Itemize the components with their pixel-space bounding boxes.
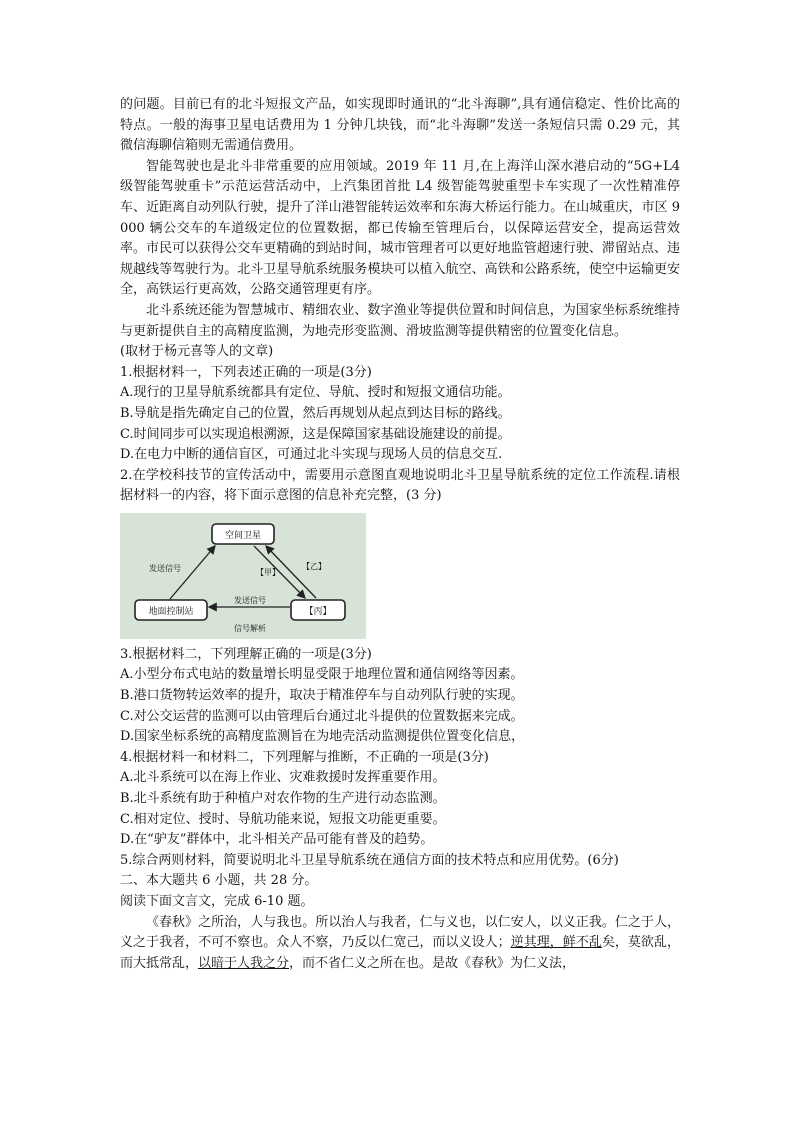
question-3-option-b: B.港口货物转运效率的提升，取决于精准停车与自动列队行驶的实现。 bbox=[120, 688, 524, 704]
edge-bottom-bottom-label: 信号解析 bbox=[234, 623, 266, 633]
question-4-option-b: B.北斗系统有助于种植户对农作物的生产进行动态监测。 bbox=[120, 791, 446, 807]
question-5-stem: 5.综合两则材料，简要说明北斗卫星导航系统在通信方面的技术特点和应用优势。(6分) bbox=[120, 852, 619, 868]
question-3-option-c: C.对公交运营的监测可以由管理后台通过北斗提供的位置数据来完成。 bbox=[120, 708, 524, 724]
question-4-option-d: D.在“驴友”群体中，北斗相关产品可能有普及的趋势。 bbox=[120, 832, 434, 848]
edge-jia-label: 【甲】 bbox=[256, 567, 280, 577]
node-top-label: 空间卫星 bbox=[224, 530, 262, 541]
document-page bbox=[120, 95, 680, 974]
edge-yi-label: 【乙】 bbox=[302, 561, 326, 571]
question-4 bbox=[120, 748, 680, 851]
paragraph-smart-city: 北斗系统还能为智慧城市、精细农业、数字渔业等提供位置和时间信息，为国家坐标系统维持与更新提供自主的高精度监测，为地壳形变监测、滑坡监测等提供精密的位置变化信息。 bbox=[120, 302, 680, 339]
section-2 bbox=[120, 871, 680, 974]
edge-left-label: 发送信号 bbox=[149, 563, 181, 573]
question-1 bbox=[120, 363, 680, 466]
question-1-option-a: A.现行的卫星导航系统都具有定位、导航、授时和短报文通信功能。 bbox=[120, 385, 511, 401]
node-right-label: 【丙】 bbox=[304, 606, 332, 617]
positioning-flow-diagram bbox=[120, 513, 366, 639]
source-note: (取材于杨元喜等人的文章) bbox=[120, 344, 274, 360]
question-4-option-a: A.北斗系统可以在海上作业、灾难救援时发挥重要作用。 bbox=[120, 770, 446, 786]
edge-bottom-top-label: 发送信号 bbox=[234, 595, 266, 605]
question-4-option-c: C.相对定位、授时、导航功能来说，短报文功能更重要。 bbox=[120, 811, 446, 827]
question-3-option-d: D.国家坐标系统的高精度监测旨在为地壳活动监测提供位置变化信息， bbox=[120, 729, 525, 745]
question-1-option-b: B.导航是指先确定自己的位置，然后再规划从起点到达目标的路线。 bbox=[120, 405, 511, 421]
passage-part-c: ，而不省仁义之所在也。是故《春秋》为仁义法， bbox=[289, 955, 576, 971]
question-1-option-d: D.在电力中断的通信盲区，可通过北斗实现与现场人员的信息交互. bbox=[120, 447, 503, 463]
classical-passage: 《春秋》之所治，人与我也。所以治人与我者，仁与义也，以仁安人，以义正我。仁之于人，义之于我者，不可不察也。众人不察，乃反以仁宽己，而以义设人；逆其理，鲜不乱矣，莫欲乱，而大抵常乱，以暗于人我之分，而不省仁义之所在也。是故《春秋》为仁义法， bbox=[120, 914, 680, 971]
question-3-option-a: A.小型分布式电站的数量增长明显受限于地理位置和通信网络等因素。 bbox=[120, 667, 524, 683]
question-3-stem: 3.根据材料二，下列理解正确的一项是(3分) bbox=[120, 646, 372, 662]
passage-underline-1: 逆其理，鲜不乱 bbox=[510, 935, 602, 951]
paragraph-smart-driving: 智能驾驶也是北斗非常重要的应用领域。2019 年 11 月,在上海洋山深水港启动的“5G+L4 级智能驾驶重卡”示范运营活动中，上汽集团首批 L4 级智能驾驶重型卡车实现了一次性精准停车、近距离自动列队行驶，提升了洋山港智能转运效率和东海大桥运行能力。在山城重庆，市区 9000 辆公交车的车道级定位的位置数据，都已传输至管理后台，以保障运营安全，提高运营效率。市民可以获得公交车更精确的到站时间，城市管理者可以更好地监管超速行驶、滞留站点、违规越线等驾驶行为。北斗卫星导航系统服务模块可以植入航空、高铁和公路系统，使空中运输更安全，高铁运行更高效，公路交通管理更有序。 bbox=[120, 158, 680, 298]
question-2-stem: 2.在学校科技节的宣传活动中，需要用示意图直观地说明北斗卫星导航系统的定位工作流程.请根据材料一的内容，将下面示意图的信息补充完整，(3 分) bbox=[120, 467, 680, 504]
diagram-svg bbox=[120, 513, 366, 639]
question-1-stem: 1.根据材料一，下列表述正确的一项是(3分) bbox=[120, 364, 372, 380]
question-5 bbox=[120, 851, 680, 872]
question-2 bbox=[120, 466, 680, 507]
passage-part-a: 《春秋》之所治，人与我也。所以治人与我者，仁与义也，以仁安人，以义正我。仁之于人，义之于我者，不可不察也。众人不察，乃反以仁宽己，而以义设人 bbox=[120, 914, 680, 951]
section-2-title: 二、本大题共 6 小题，共 28 分。 bbox=[120, 873, 318, 889]
question-3 bbox=[120, 645, 680, 748]
passage-underline-2: 以暗于人我之分 bbox=[198, 955, 290, 971]
question-4-stem: 4.根据材料一和材料二，下列理解与推断，不正确的一项是(3分) bbox=[120, 749, 489, 765]
section-2-instruction: 阅读下面文言文，完成 6-10 题。 bbox=[120, 894, 314, 909]
paragraph-sms: 的问题。目前已有的北斗短报文产品，如实现即时通讯的“北斗海聊”,具有通信稳定、性价比高的特点。一般的海事卫星电话费用为 1 分钟几块钱，而“北斗海聊”发送一条短信只需 0.29 元，其微信海聊信箱则无需通信费用。 bbox=[120, 97, 680, 154]
passage-part-b: 矣，莫欲乱，而大抵常乱， bbox=[120, 935, 680, 971]
node-left-label: 地面控制站 bbox=[148, 606, 194, 617]
question-1-option-c: C.时间同步可以实现追根溯源，这是保障国家基础设施建设的前提。 bbox=[120, 426, 511, 442]
